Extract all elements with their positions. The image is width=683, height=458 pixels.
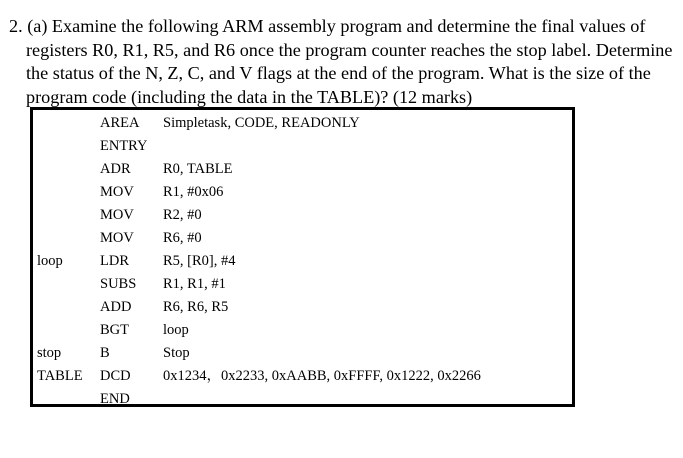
question-line: registers R0, R1, R5, and R6 once the program counter reaches the stop label. Determine bbox=[26, 39, 673, 60]
question-text bbox=[9, 15, 673, 109]
code-operands: R6, R6, R5 bbox=[163, 299, 229, 315]
code-operands: Stop bbox=[163, 345, 190, 361]
code-opcode: LDR bbox=[100, 253, 129, 269]
code-opcode: SUBS bbox=[100, 276, 137, 292]
code-opcode: END bbox=[100, 391, 130, 407]
code-opcode: MOV bbox=[100, 184, 134, 200]
code-operands: R0, TABLE bbox=[163, 161, 233, 177]
code-listing-box bbox=[30, 107, 575, 407]
code-opcode: ENTRY bbox=[100, 138, 148, 154]
code-opcode: ADD bbox=[100, 299, 132, 315]
question-line: 2. (a) Examine the following ARM assembly program and determine the final values of bbox=[9, 16, 646, 36]
code-label: TABLE bbox=[37, 368, 83, 384]
code-operands: R5, [R0], #4 bbox=[163, 253, 236, 269]
code-operands: R1, R1, #1 bbox=[163, 276, 226, 292]
code-opcode: MOV bbox=[100, 230, 134, 246]
code-opcode: DCD bbox=[100, 368, 131, 384]
code-opcode: BGT bbox=[100, 322, 129, 338]
code-opcode: AREA bbox=[100, 115, 140, 131]
code-label: loop bbox=[37, 253, 63, 269]
code-operands: R2, #0 bbox=[163, 207, 202, 223]
code-operands: Simpletask, CODE, READONLY bbox=[163, 115, 360, 131]
question-line: program code (including the data in the TABLE)? (12 marks) bbox=[26, 86, 473, 107]
code-label: stop bbox=[37, 345, 62, 361]
code-operands: R1, #0x06 bbox=[163, 184, 224, 200]
code-operands: R6, #0 bbox=[163, 230, 202, 246]
code-operands: 0x1234，0x2233, 0xAABB, 0xFFFF, 0x1222, 0x2266 bbox=[163, 368, 481, 384]
code-opcode: MOV bbox=[100, 207, 134, 223]
code-opcode: B bbox=[100, 345, 110, 361]
question-line: the status of the N, Z, C, and V flags at the end of the program. What is the size of the bbox=[26, 63, 651, 84]
code-opcode: ADR bbox=[100, 161, 131, 177]
code-operands: loop bbox=[163, 322, 189, 338]
